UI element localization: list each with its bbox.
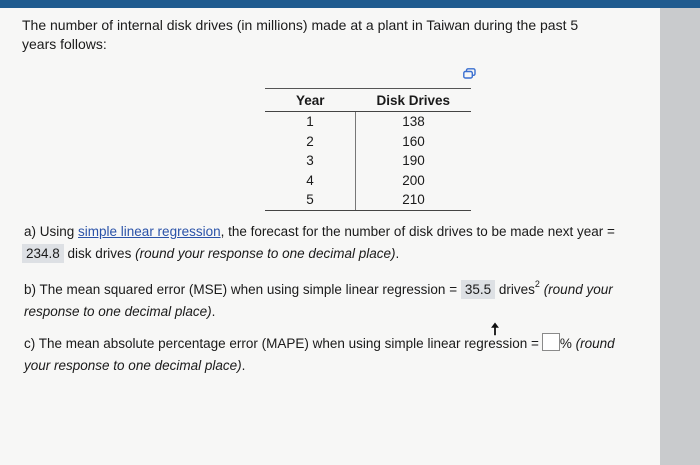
table-row [265,171,471,191]
part-c-end: . [241,358,246,373]
copy-icon[interactable] [463,68,476,79]
disk-drives-cell: 190 [402,153,425,169]
problem-intro: The number of internal disk drives (in millions) made at a plant in Taiwan during the past 5 years follows: [22,17,579,52]
year-cell: 2 [265,132,356,152]
part-a-end: . [395,246,400,261]
part-b-unit: drives [498,282,535,297]
part-c-unit: % [559,336,572,351]
disk-drives-cell: 210 [356,190,472,210]
part-a-middle: , the forecast for the number of disk drives to be made next year = [220,224,615,239]
part-c-question [24,333,639,377]
disk-drives-table [265,88,471,211]
year-cell: 5 [265,190,356,210]
part-a-question [24,221,639,265]
table-header-row [265,89,471,112]
part-b-prefix: b) The mean squared error (MSE) when using simple linear regression = [24,282,458,297]
part-b-rounding-note: (round your response to one decimal place) [24,282,613,319]
column-header-disk-drives: Disk Drives [356,89,472,112]
table-row [265,112,471,132]
part-b-answer-field[interactable]: 35.5 [461,280,495,299]
year-cell: 1 [265,112,356,132]
disk-drives-cell: 160 [402,133,425,149]
part-c-prefix: c) The mean absolute percentage error (MAPE) when using simple linear regression = [24,336,539,351]
simple-linear-regression-link[interactable]: simple linear regression [78,224,221,239]
table-row [265,190,471,210]
part-a-answer-field[interactable]: 234.8 [22,244,64,263]
table-row [265,132,471,152]
mape-answer-input[interactable] [542,333,560,351]
part-a-rounding-note: (round your response to one decimal place) [135,246,396,261]
column-header-year: Year [265,89,356,112]
mouse-cursor-icon [490,322,500,336]
part-a-prefix: a) Using [24,224,79,239]
disk-drives-cell: 138 [402,114,425,130]
year-cell: 3 [265,151,356,171]
part-b-end: . [211,304,216,319]
table-row [265,151,471,171]
part-c-rounding-note: (round your response to one decimal place) [24,336,615,373]
top-strip [0,0,700,8]
page-edge [660,8,700,465]
year-cell: 4 [265,171,356,191]
disk-drives-cell: 200 [402,172,425,188]
part-b-exponent: 2 [534,279,540,289]
part-b-question [24,279,639,323]
part-a-suffix: disk drives [63,246,136,261]
